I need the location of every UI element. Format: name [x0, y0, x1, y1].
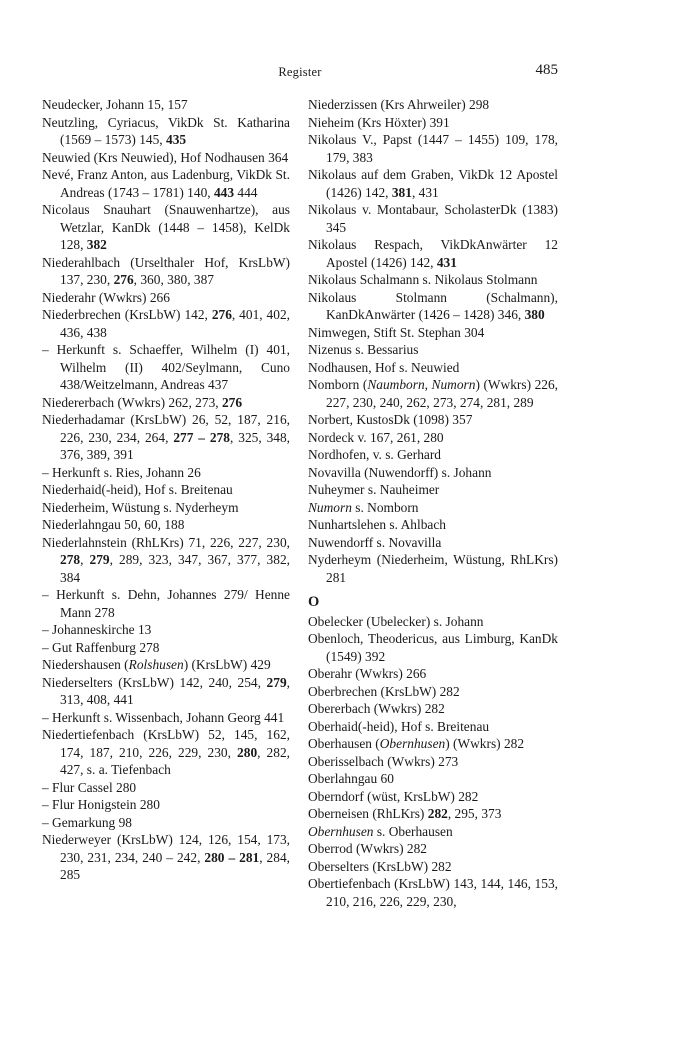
index-entry	[42, 516, 290, 534]
index-entry	[42, 464, 290, 482]
entry-text: , 431	[411, 184, 439, 200]
entry-text: Obenloch, Theodericus, aus Limburg, KanDk (1549) 392	[308, 631, 558, 664]
entry-text: Nikolaus Schalmann s. Nikolaus Stolmann	[308, 272, 538, 287]
index-entry	[42, 254, 290, 289]
entry-text: Nikolaus V., Papst (1447 – 1455) 109, 178, 179, 383	[308, 132, 558, 165]
index-entry	[308, 788, 558, 806]
entry-text: Nordeck v. 167, 261, 280	[308, 429, 444, 445]
index-entry	[308, 875, 558, 910]
index-entry	[42, 289, 290, 307]
entry-text: Nordhofen, v. s. Gerhard	[308, 447, 441, 462]
entry-text: Niederahlbach (Urselthaler Hof, KrsLbW) 137, 230,	[42, 254, 290, 287]
index-entry	[42, 499, 290, 517]
index-entry	[308, 683, 558, 701]
entry-text: Niederbrechen (KrsLbW) 142,	[42, 307, 212, 322]
entry-text: Nuheymer s. Nauheimer	[308, 482, 440, 497]
index-entry	[308, 499, 558, 517]
index-entry	[308, 534, 558, 552]
index-entry	[308, 464, 558, 482]
index-entry	[42, 586, 290, 621]
entry-text: Oberahr (Wwkrs) 266	[308, 666, 427, 681]
index-entry	[42, 96, 290, 114]
index-entry	[308, 166, 558, 201]
entry-text: Niederweyer (KrsLbW) 124, 126, 154, 173, 230, 231, 234, 240 – 242,	[42, 832, 290, 865]
index-entry	[42, 639, 290, 657]
index-entry	[42, 166, 290, 201]
entry-text: Obererbach (Wwkrs) 282	[308, 701, 445, 716]
index-entry	[42, 394, 290, 412]
entry-text: Oberselters (KrsLbW) 282	[308, 858, 452, 874]
italic-text: Naumborn, Numorn	[367, 377, 476, 392]
entry-text: Neudecker, Johann 15, 157	[42, 97, 188, 112]
index-entry	[308, 114, 558, 132]
index-entry	[308, 324, 558, 342]
entry-text: Niedershausen (	[42, 657, 129, 672]
index-entry	[42, 306, 290, 341]
entry-text: Nuwendorff s. Novavilla	[308, 534, 442, 550]
index-entry	[42, 726, 290, 779]
entry-text: Nikolaus v. Montabaur, ScholasterDk (1383) 345	[308, 202, 558, 235]
italic-text: Obernhusen	[379, 736, 446, 751]
index-entry	[42, 621, 290, 639]
page-number: 485	[535, 62, 558, 78]
entry-text: ) (Wwkrs) 226, 227, 230, 240, 262, 273, 274, 281, 289	[326, 377, 559, 410]
index-entry	[308, 271, 558, 289]
index-entry	[308, 700, 558, 718]
index-entry	[308, 735, 558, 753]
entry-text: , 360, 380, 387	[133, 272, 214, 287]
index-entry	[42, 201, 290, 254]
entry-text: ) (KrsLbW) 429	[183, 657, 271, 672]
entry-text: , 284, 285	[60, 849, 290, 882]
index-entry	[308, 551, 558, 586]
index-entry	[308, 858, 558, 876]
entry-text: , 401, 402, 436, 438	[60, 307, 290, 340]
index-entry	[308, 96, 558, 114]
index-entry	[308, 718, 558, 736]
entry-text: Niederhaid(-heid), Hof s. Breitenau	[42, 482, 233, 497]
index-entry	[42, 341, 290, 394]
index-entry	[42, 814, 290, 832]
entry-text: Nikolaus auf dem Graben, VikDk 12 Apostel (1426) 142,	[308, 167, 558, 200]
entry-text: Niedertiefenbach (KrsLbW) 52, 145, 162, 174, 187, 210, 226, 229, 230,	[42, 727, 290, 760]
entry-text: Nunhartslehen s. Ahlbach	[308, 517, 446, 532]
entry-text: – Herkunft s. Dehn, Johannes 279/ Henne Mann 278	[42, 587, 290, 620]
index-entry	[42, 796, 290, 814]
index-entry	[308, 341, 558, 359]
index-entry	[308, 236, 558, 271]
entry-text: Nyderheym (Niederheim, Wüstung, RhLKrs) 281	[308, 552, 558, 585]
entry-text: Niederlahnstein (RhLKrs) 71, 226, 227, 230,	[42, 534, 290, 550]
entry-text: Niederheim, Wüstung s. Nyderheym	[42, 499, 239, 515]
index-entry	[308, 376, 558, 411]
entry-text: Niederhadamar (KrsLbW) 26, 52, 187, 216, 226, 230, 234, 264,	[42, 412, 290, 445]
entry-text: Obelecker (Ubelecker) s. Johann	[308, 613, 484, 629]
bold-page-ref: 276	[211, 307, 232, 322]
index-entry	[308, 516, 558, 534]
entry-text: Oberlahngau 60	[308, 771, 394, 786]
entry-text: Nikolaus Stolmann (Schalmann), KanDkAnwärter (1426 – 1428) 346,	[308, 289, 558, 322]
index-entry	[42, 411, 290, 464]
bold-page-ref: 280	[237, 744, 258, 760]
entry-text: Nikolaus Respach, VikDkAnwärter 12 Apostel (1426) 142,	[308, 237, 558, 270]
entry-text: Novavilla (Nuwendorff) s. Johann	[308, 464, 492, 480]
index-entry	[42, 674, 290, 709]
entry-text: Oberneisen (RhLKrs)	[308, 806, 428, 821]
index-entry	[308, 840, 558, 858]
index-entry	[42, 114, 290, 149]
index-column-left	[42, 96, 290, 884]
italic-text: Obernhusen	[308, 823, 374, 839]
bold-page-ref: 279	[266, 674, 287, 690]
entry-text: Niedererbach (Wwkrs) 262, 273,	[42, 394, 222, 410]
entry-text: Nicolaus Snauhart (Snauwenhartze), aus Wetzlar, KanDk (1448 – 1458), KelDk 128,	[42, 202, 290, 252]
entry-text: , 313, 408, 441	[60, 674, 290, 707]
index-entry	[308, 770, 558, 788]
section-letter: O	[308, 594, 320, 610]
entry-text: – Flur Cassel 280	[42, 779, 137, 795]
entry-text: Nomborn (	[308, 377, 368, 392]
page-header	[42, 62, 558, 84]
entry-text: , 295, 373	[447, 806, 502, 821]
entry-text: ,	[80, 552, 90, 567]
entry-text: Oberhaid(-heid), Hof s. Breitenau	[308, 718, 490, 734]
entry-text: 444	[234, 184, 258, 200]
entry-text: Oberbrechen (KrsLbW) 282	[308, 683, 460, 699]
entry-text: – Flur Honigstein 280	[42, 797, 160, 812]
entry-text: – Gemarkung 98	[42, 814, 132, 830]
entry-text: – Herkunft s. Wissenbach, Johann Georg 441	[42, 709, 285, 725]
index-entry	[42, 831, 290, 884]
index-entry	[308, 665, 558, 683]
bold-page-ref: 380	[524, 307, 545, 322]
bold-page-ref: 277 – 278	[173, 429, 230, 445]
bold-page-ref: 443	[213, 184, 235, 200]
bold-page-ref: 280 – 281	[204, 849, 260, 865]
entry-text: , 289, 323, 347, 367, 377, 382, 384	[60, 552, 290, 585]
entry-text: Niederlahngau 50, 60, 188	[42, 517, 185, 532]
entry-text: Neutzling, Cyriacus, VikDk St. Katharina (1569 – 1573) 145,	[42, 114, 290, 147]
index-entry	[308, 201, 558, 236]
index-entry	[308, 823, 558, 841]
index-entry	[42, 534, 290, 587]
italic-text: Numorn	[308, 499, 352, 515]
index-entry	[308, 481, 558, 499]
index-entry	[308, 753, 558, 771]
entry-text: Oberrod (Wwkrs) 282	[308, 841, 427, 856]
bold-page-ref: 382	[86, 237, 107, 252]
entry-text: – Johanneskirche 13	[42, 622, 152, 637]
entry-text: s. Oberhausen	[373, 823, 453, 839]
entry-text: Niederzissen (Krs Ahrweiler) 298	[308, 97, 490, 112]
entry-text: Nevé, Franz Anton, aus Ladenburg, VikDk St. Andreas (1743 – 1781) 140,	[42, 167, 290, 200]
index-entry	[42, 481, 290, 499]
running-head: Register	[278, 65, 322, 79]
entry-text: Neuwied (Krs Neuwied), Hof Nodhausen 364	[42, 149, 289, 165]
entry-text: Oberhausen (	[308, 736, 380, 751]
entry-text: , 282, 427, s. a. Tiefenbach	[60, 744, 290, 777]
entry-text: – Herkunft s. Schaeffer, Wilhelm (I) 401, Wilhelm (II) 402/Seylmann, Cuno 438/Weitzelmann, Andreas 437	[42, 342, 290, 392]
index-entry	[308, 359, 558, 377]
index-entry	[308, 613, 558, 631]
entry-text: Nodhausen, Hof s. Neuwied	[308, 359, 460, 375]
entry-text: Nimwegen, Stift St. Stephan 304	[308, 324, 485, 340]
index-entry	[308, 411, 558, 429]
bold-page-ref: 431	[436, 254, 457, 270]
bold-page-ref: 282	[427, 806, 448, 821]
entry-text: Niederselters (KrsLbW) 142, 240, 254,	[42, 674, 267, 690]
index-entry	[308, 429, 558, 447]
entry-text: Norbert, KustosDk (1098) 357	[308, 412, 473, 427]
entry-text: – Herkunft s. Ries, Johann 26	[42, 464, 201, 480]
bold-page-ref: 278	[60, 552, 81, 567]
index-column-right	[308, 96, 558, 910]
index-entry	[42, 656, 290, 674]
bold-page-ref: 381	[391, 184, 412, 200]
italic-text: Rolshusen	[128, 657, 184, 672]
entry-text: s. Nomborn	[351, 499, 419, 515]
entry-text: ) (Wwkrs) 282	[445, 736, 525, 751]
entry-text: Niederahr (Wwkrs) 266	[42, 289, 170, 305]
index-entry	[308, 289, 558, 324]
bold-page-ref: 276	[113, 272, 134, 287]
index-entry	[308, 805, 558, 823]
bold-page-ref: 279	[89, 552, 110, 567]
entry-text: , 325, 348, 376, 389, 391	[60, 429, 291, 462]
index-entry	[308, 630, 558, 665]
index-entry	[308, 131, 558, 166]
entry-text: Nieheim (Krs Höxter) 391	[308, 114, 450, 130]
index-entry	[308, 446, 558, 464]
entry-text: Nizenus s. Bessarius	[308, 342, 419, 357]
index-entry	[42, 149, 290, 167]
index-entry	[42, 779, 290, 797]
bold-page-ref: 435	[166, 132, 187, 147]
entry-text: – Gut Raffenburg 278	[42, 639, 160, 655]
entry-text: Oberndorf (wüst, KrsLbW) 282	[308, 788, 479, 804]
index-entry	[42, 709, 290, 727]
entry-text: Obertiefenbach (KrsLbW) 143, 144, 146, 153, 210, 216, 226, 229, 230,	[308, 876, 558, 909]
bold-page-ref: 276	[221, 394, 243, 410]
entry-text: Oberisselbach (Wwkrs) 273	[308, 753, 459, 769]
